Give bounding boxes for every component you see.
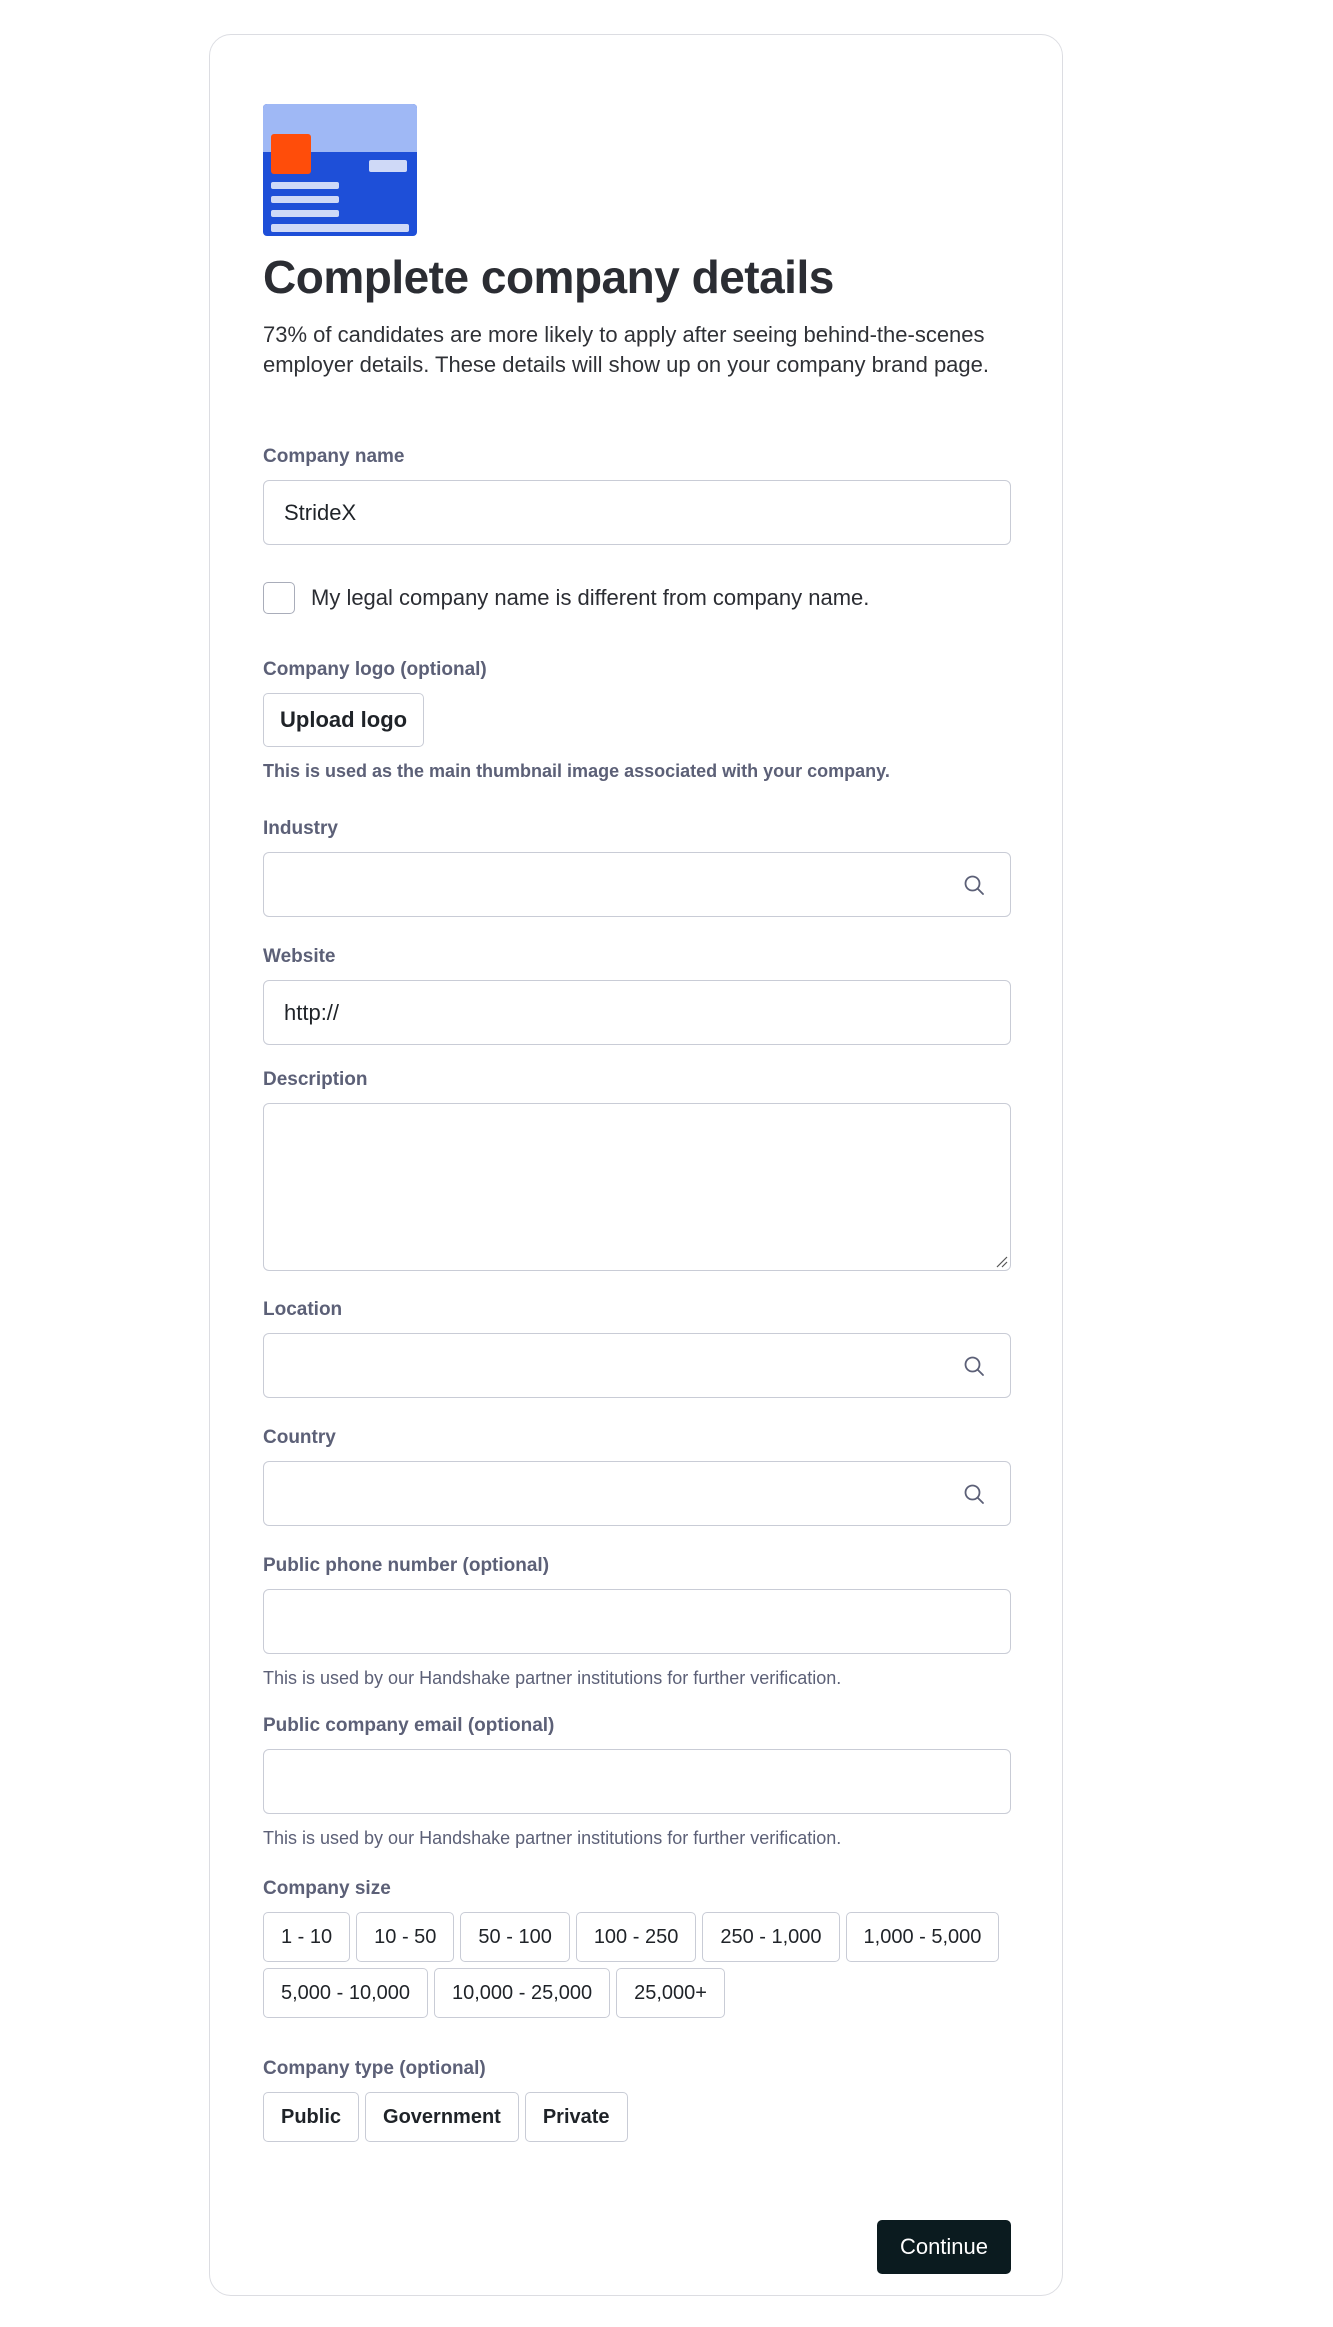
country-input[interactable]	[263, 1461, 1011, 1526]
company-logo-label: Company logo (optional)	[263, 659, 487, 680]
company-name-input[interactable]	[263, 480, 1011, 545]
description-label: Description	[263, 1069, 368, 1090]
company-type-section	[263, 2058, 1011, 2142]
upload-logo-button[interactable]: Upload logo	[263, 693, 424, 747]
company-size-option[interactable]: 10,000 - 25,000	[434, 1968, 610, 2018]
company-name-label: Company name	[263, 446, 405, 467]
company-size-option[interactable]: 100 - 250	[576, 1912, 697, 1962]
website-label: Website	[263, 946, 336, 967]
company-size-option[interactable]: 1,000 - 5,000	[846, 1912, 1000, 1962]
company-name-section	[263, 446, 1011, 545]
form-container	[263, 104, 1011, 2259]
company-type-options	[263, 2092, 1011, 2142]
phone-section	[263, 1555, 1011, 1689]
legal-name-checkbox-label: My legal company name is different from company name.	[311, 585, 870, 610]
company-size-option[interactable]: 10 - 50	[356, 1912, 454, 1962]
search-icon	[962, 1354, 986, 1378]
description-textarea[interactable]	[263, 1103, 1011, 1271]
website-input[interactable]	[263, 980, 1011, 1045]
search-icon	[962, 873, 986, 897]
resize-grip-icon[interactable]	[994, 1254, 1008, 1268]
company-type-option[interactable]: Public	[263, 2092, 359, 2142]
company-name-value: StrideX	[284, 499, 357, 525]
industry-label: Industry	[263, 818, 338, 839]
company-size-option[interactable]: 1 - 10	[263, 1912, 350, 1962]
email-label: Public company email (optional)	[263, 1715, 555, 1736]
email-input[interactable]	[263, 1749, 1011, 1814]
company-size-option[interactable]: 250 - 1,000	[702, 1912, 839, 1962]
company-logo-helper: This is used as the main thumbnail image associated with your company.	[263, 761, 890, 781]
company-details-card	[209, 34, 1063, 2296]
phone-input[interactable]	[263, 1589, 1011, 1654]
location-input[interactable]	[263, 1333, 1011, 1398]
email-section	[263, 1715, 1011, 1849]
company-size-option[interactable]: 25,000+	[616, 1968, 725, 2018]
company-type-label: Company type (optional)	[263, 2058, 486, 2079]
company-type-option[interactable]: Government	[365, 2092, 519, 2142]
legal-name-checkbox[interactable]	[263, 582, 295, 614]
company-page-illustration	[263, 104, 417, 236]
country-section	[263, 1427, 1011, 1526]
search-icon	[962, 1482, 986, 1506]
company-size-options	[263, 1912, 1011, 2018]
website-section	[263, 946, 1011, 1045]
page-title: Complete company details	[263, 251, 834, 303]
phone-label: Public phone number (optional)	[263, 1555, 550, 1576]
company-logo-section	[263, 659, 1011, 782]
company-size-option[interactable]: 5,000 - 10,000	[263, 1968, 428, 2018]
company-size-option[interactable]: 50 - 100	[460, 1912, 569, 1962]
phone-helper: This is used by our Handshake partner institutions for further verification.	[263, 1668, 842, 1688]
location-label: Location	[263, 1299, 343, 1320]
country-label: Country	[263, 1427, 336, 1448]
company-size-label: Company size	[263, 1878, 391, 1899]
location-section	[263, 1299, 1011, 1398]
description-section	[263, 1069, 1011, 1271]
legal-name-section	[263, 582, 1011, 614]
company-size-section	[263, 1878, 1011, 2018]
website-value: http://	[284, 999, 340, 1025]
industry-section	[263, 818, 1011, 917]
continue-button[interactable]: Continue	[877, 2220, 1011, 2274]
page-subtitle: 73% of candidates are more likely to apply after seeing behind-the-scenes employer details. These details will show up on your company brand page.	[263, 321, 989, 377]
legal-name-checkbox-row[interactable]	[263, 582, 1011, 614]
industry-input[interactable]	[263, 852, 1011, 917]
email-helper: This is used by our Handshake partner institutions for further verification.	[263, 1828, 842, 1848]
company-type-option[interactable]: Private	[525, 2092, 628, 2142]
